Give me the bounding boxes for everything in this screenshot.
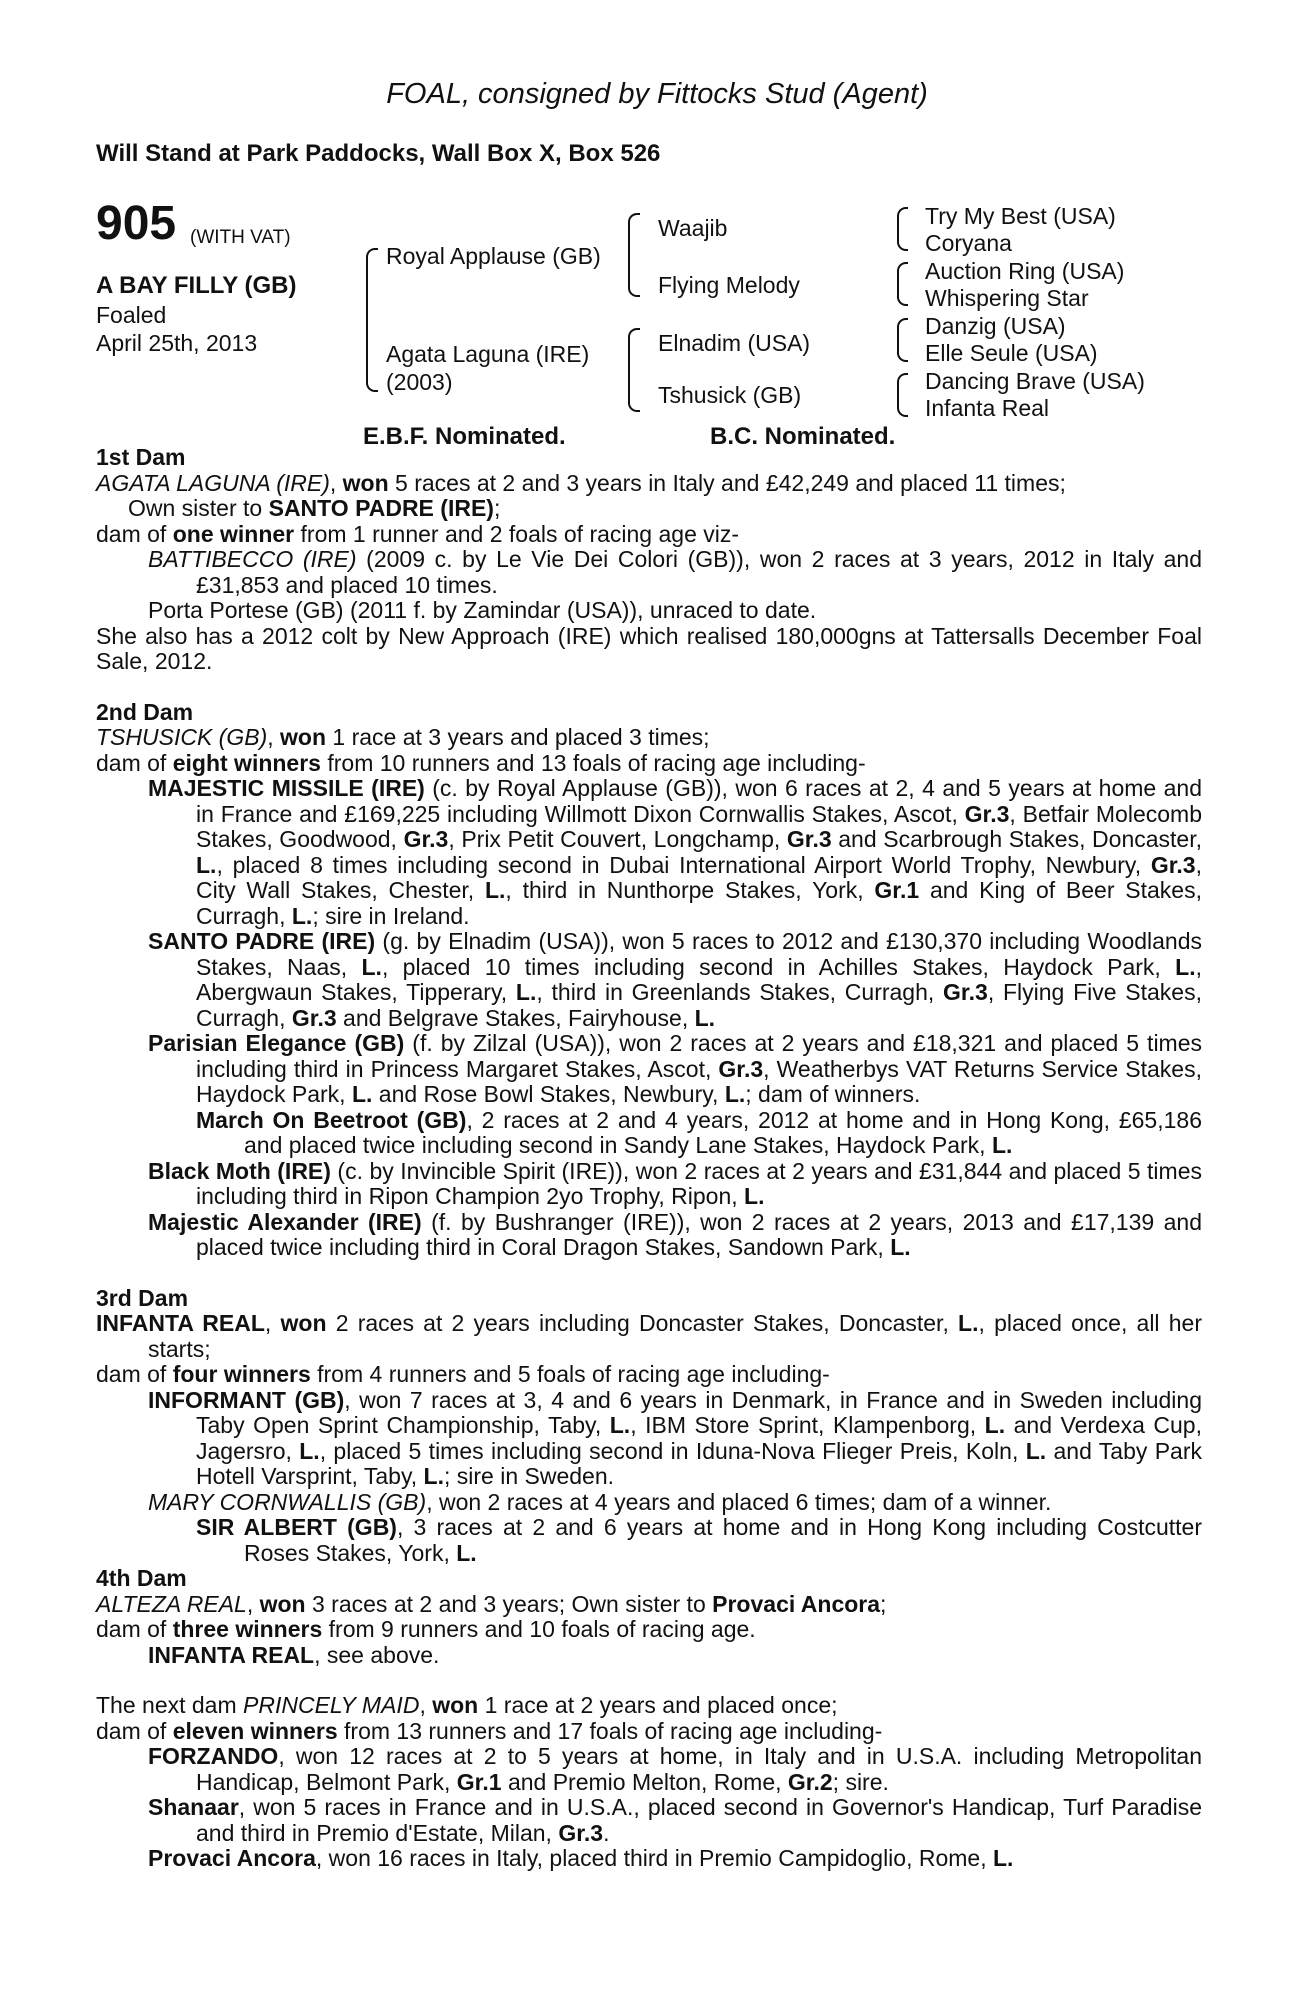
- t: (f. by Zilzal (USA)), won 2 races at 2 years and £18,321 and placed 5 times including third in Princess Margaret Stakes, Ascot,: [196, 1030, 1203, 1082]
- first-dam-note: She also has a 2012 colt by New Approach (IRE) which realised 180,000gns at Tattersalls December Foal Sale, 2012.: [96, 622, 1202, 674]
- t: , placed 8 times including second in Dubai International Airport World Trophy, Newbury,: [216, 851, 1151, 878]
- grade: Gr.3: [403, 826, 449, 852]
- progeny-name: Majestic Alexander (IRE): [148, 1208, 422, 1235]
- t: , 3 races at 2 and 6 years at home and in Hong Kong including Costcutter Roses Stakes, York,: [244, 1514, 1202, 1566]
- t: The next dam: [96, 1692, 244, 1718]
- sep: ,: [264, 1310, 281, 1336]
- t: ;: [880, 1590, 887, 1617]
- sister-name: SANTO PADRE (IRE): [268, 495, 494, 521]
- t: , IBM Store Sprint, Klampenborg,: [630, 1412, 985, 1438]
- stand-location: Will Stand at Park Paddocks, Wall Box X, Box 526: [96, 140, 661, 167]
- sep: ,: [267, 724, 281, 750]
- produce-b: four winners: [172, 1361, 311, 1387]
- foaled-label: Foaled: [96, 302, 167, 328]
- t: , Weatherbys VAT Returns Service Stakes, Haydock Park,: [196, 1055, 1202, 1107]
- progeny-name: Provaci Ancora: [148, 1845, 316, 1871]
- second-dam-line: [96, 725, 1202, 751]
- progeny-name: Black Moth (IRE): [148, 1157, 331, 1184]
- produce-a: dam of: [96, 1361, 173, 1387]
- grade: Gr.1: [874, 877, 920, 903]
- progeny-name: INFANTA REAL: [148, 1641, 315, 1668]
- t: 3 races at 2 and 3 years; Own sister to: [305, 1590, 713, 1617]
- t: , won 7 races at 3, 4 and 6 years in Denmark, in France and in Sweden including Taby Open Sprint Championship, Taby,: [196, 1386, 1203, 1438]
- t: , 2 races at 2 and 4 years, 2012 at home and in Hong Kong, £65,186 and placed twice including second in Sandy Lane Stakes, Haydock Park,: [244, 1106, 1202, 1158]
- lot-number: 905: [96, 197, 177, 250]
- t: (f. by Bushranger (IRE)), won 2 races at 2 years, 2013 and £17,139 and placed twice including third in Coral Dragon Stakes, Sandown Park,: [196, 1208, 1202, 1260]
- pedigree-sire-dam: Flying Melody: [658, 272, 800, 298]
- pedigree-brace-g2: [897, 262, 908, 306]
- grade: L.: [515, 979, 537, 1005]
- t: and Premio Melton, Rome,: [501, 1768, 788, 1795]
- grade: L.: [456, 1539, 477, 1566]
- progeny-black-moth: [148, 1159, 1202, 1210]
- pedigree-sire: Royal Applause (GB): [386, 243, 601, 269]
- produce-c: from 4 runners and 5 foals of racing age including-: [310, 1361, 830, 1387]
- progeny-name: FORZANDO: [148, 1743, 279, 1769]
- t: (c. by Royal Applause (GB)), won 6 races at 2, 4 and 5 years at home and in France and £169,225 including Willmott Dixon Cornwallis Stakes, Ascot,: [196, 775, 1202, 827]
- t: , won 2 races at 4 years and placed 6 times; dam of a winner.: [426, 1488, 1052, 1515]
- fourth-dam-produce: [96, 1617, 1202, 1643]
- progeny-name: INFORMANT (GB): [148, 1386, 345, 1413]
- t: , see above.: [314, 1641, 440, 1668]
- second-dam-name: TSHUSICK (GB): [96, 724, 268, 750]
- grade: L.: [991, 1132, 1013, 1158]
- produce-b: one winner: [172, 520, 295, 547]
- t: and Scarbrough Stakes, Doncaster,: [831, 826, 1203, 852]
- grade: L.: [291, 902, 313, 929]
- third-dam-name: INFANTA REAL: [96, 1310, 265, 1336]
- grade: L.: [299, 1437, 320, 1464]
- progeny-march-on-beetroot: [196, 1108, 1202, 1159]
- pedigree-g7: Dancing Brave (USA): [925, 368, 1145, 394]
- produce-b: eight winners: [172, 749, 321, 776]
- progeny-sir-albert: [196, 1515, 1202, 1566]
- progeny-provaci-ancora: [148, 1846, 1202, 1872]
- produce-a: dam of: [96, 1717, 173, 1744]
- first-dam-record: 5 races at 2 and 3 years in Italy and £42,249 and placed 11 times;: [388, 469, 1066, 496]
- progeny-porta-portese: Porta Portese (GB) (2011 f. by Zamindar (USA)), unraced to date.: [148, 597, 817, 623]
- grade: Gr.2: [787, 1768, 833, 1795]
- grade: L.: [484, 877, 506, 903]
- progeny-record: (2009 c. by Le Vie Dei Colori (GB)), won 2 races at 3 years, 2012 in Italy and £31,853 and placed 10 times.: [196, 546, 1202, 598]
- progeny-forzando: [148, 1744, 1202, 1795]
- grade: L.: [351, 1081, 373, 1107]
- won-label: won: [280, 1310, 327, 1336]
- first-dam-name: AGATA LAGUNA (IRE): [96, 469, 330, 496]
- next-dam-line: [96, 1693, 1202, 1719]
- grade: L.: [694, 1004, 716, 1031]
- sep: ,: [329, 469, 343, 496]
- produce-a: dam of: [96, 1616, 173, 1642]
- grade: Gr.3: [1150, 851, 1196, 878]
- third-dam-line: [96, 1311, 1202, 1362]
- progeny-santo-padre: [148, 929, 1202, 1031]
- sep: ,: [419, 1692, 433, 1718]
- grade: Gr.1: [456, 1768, 502, 1795]
- pedigree-dam-dam: Tshusick (GB): [658, 382, 802, 408]
- grade: L.: [958, 1310, 979, 1336]
- t: , Betfair Molecomb Stakes, Goodwood,: [196, 800, 1202, 852]
- progeny-name: Parisian Elegance (GB): [148, 1030, 405, 1056]
- pedigree-dam-sire: Elnadim (USA): [658, 330, 811, 356]
- grade: L.: [744, 1183, 765, 1209]
- fourth-dam-name: ALTEZA REAL: [96, 1590, 247, 1617]
- grade: L.: [724, 1081, 746, 1107]
- t: and Verdexa Cup, Jagersro,: [196, 1412, 1202, 1464]
- bc-nominated: B.C. Nominated.: [710, 423, 896, 450]
- next-dam-name: PRINCELY MAID: [243, 1692, 420, 1718]
- progeny-infanta-real: [148, 1643, 1202, 1669]
- first-dam-heading: 1st Dam: [96, 444, 186, 470]
- ebf-nominated: E.B.F. Nominated.: [363, 423, 566, 450]
- third-dam-heading: 3rd Dam: [96, 1284, 189, 1311]
- fourth-dam-line: [96, 1592, 1202, 1618]
- second-dam-produce: [96, 751, 1202, 777]
- progeny-majestic-missile: [148, 776, 1202, 929]
- consignor-title: FOAL, consigned by Fittocks Stud (Agent): [386, 78, 928, 110]
- pedigree-g3: Auction Ring (USA): [925, 258, 1125, 284]
- won-label: won: [259, 1590, 306, 1617]
- won-label: won: [432, 1692, 479, 1718]
- pedigree-brace-g1: [897, 207, 908, 251]
- t: ; sire in Sweden.: [444, 1463, 615, 1489]
- t: (g. by Elnadim (USA)), won 5 races to 2012 and £130,370 including Woodlands Stakes, Naas,: [196, 928, 1203, 980]
- grade: L.: [1025, 1437, 1047, 1464]
- t: ; dam of winners.: [745, 1081, 921, 1107]
- grade: Gr.3: [964, 800, 1010, 827]
- t: , won 16 races in Italy, placed third in Premio Campidoglio, Rome,: [315, 1845, 993, 1871]
- grade: Gr.3: [718, 1055, 764, 1082]
- progeny-parisian-elegance: [148, 1031, 1202, 1108]
- progeny-name: BATTIBECCO (IRE): [148, 546, 357, 572]
- pedigree-brace-dam: [628, 328, 640, 412]
- t: , won 12 races at 2 to 5 years at home, in Italy and in U.S.A. including Metropolitan Handicap, Belmont Park,: [196, 1743, 1202, 1795]
- pedigree-body: [96, 445, 1202, 1872]
- t: ; sire.: [832, 1768, 889, 1795]
- grade: L.: [993, 1845, 1014, 1871]
- t: , Abergwaun Stakes, Tipperary,: [196, 953, 1202, 1005]
- pedigree-dam-year: (2003): [386, 369, 453, 395]
- won-label: won: [342, 469, 389, 496]
- progeny-shanaar: [148, 1795, 1202, 1846]
- produce-c: from 9 runners and 10 foals of racing age.: [322, 1616, 756, 1642]
- t: , third in Nunthorpe Stakes, York,: [505, 877, 875, 903]
- progeny-mary-cornwallis: [148, 1490, 1202, 1516]
- t: ; sire in Ireland.: [312, 902, 470, 929]
- second-dam-heading: 2nd Dam: [96, 698, 194, 725]
- next-dam-produce: [96, 1719, 1202, 1745]
- produce-a: dam of: [96, 749, 173, 776]
- progeny-name: MARY CORNWALLIS (GB): [148, 1488, 427, 1515]
- fourth-dam-heading: 4th Dam: [96, 1565, 187, 1591]
- pedigree-dam: Agata Laguna (IRE): [386, 341, 590, 367]
- third-dam-produce: [96, 1362, 1202, 1388]
- progeny-name: MAJESTIC MISSILE (IRE): [148, 775, 425, 801]
- first-dam-produce: [96, 522, 1202, 548]
- grade: L.: [196, 851, 217, 878]
- grade: L.: [361, 953, 382, 980]
- produce-c: from 10 runners and 13 foals of racing age including-: [320, 749, 866, 776]
- progeny-informant: [148, 1388, 1202, 1490]
- t: 2 races at 2 years including Doncaster Stakes, Doncaster,: [326, 1310, 959, 1336]
- grade: L.: [890, 1234, 911, 1260]
- pedigree-brace-sire: [628, 213, 640, 297]
- t: (c. by Invincible Spirit (IRE)), won 2 races at 2 years and £31,844 and placed 5 times including third in Ripon Champion 2yo Trophy, Ripon,: [196, 1157, 1202, 1209]
- sister-name: Provaci Ancora: [712, 1590, 881, 1617]
- t: , Flying Five Stakes, Curragh,: [196, 979, 1202, 1031]
- pedigree-g4: Whispering Star: [925, 285, 1089, 311]
- t: and Rose Bowl Stakes, Newbury,: [372, 1081, 725, 1107]
- t: and King of Beer Stakes, Curragh,: [196, 877, 1202, 929]
- pedigree-sire-sire: Waajib: [658, 215, 728, 241]
- t: , placed once, all her starts;: [148, 1310, 1202, 1362]
- grade: L.: [423, 1463, 444, 1489]
- won-label: won: [280, 724, 327, 750]
- pedigree-brace-g3: [897, 318, 908, 362]
- pedigree-brace-main: [366, 248, 378, 392]
- pedigree-g5: Danzig (USA): [925, 313, 1066, 339]
- t: , third in Greenlands Stakes, Curragh,: [536, 979, 944, 1005]
- grade: Gr.3: [558, 1819, 604, 1846]
- t: 1 race at 2 years and placed once;: [478, 1692, 838, 1718]
- pedigree-brace-g4: [897, 373, 908, 417]
- produce-c: from 13 runners and 17 foals of racing age including-: [337, 1717, 883, 1744]
- grade: L.: [984, 1412, 1006, 1438]
- grade: L.: [609, 1412, 631, 1438]
- t: and Taby Park Hotell Varsprint, Taby,: [196, 1437, 1203, 1489]
- t: .: [603, 1819, 610, 1846]
- foal-date: April 25th, 2013: [96, 330, 258, 356]
- grade: Gr.3: [291, 1004, 337, 1031]
- sister-text: Own sister to: [128, 495, 269, 521]
- vat-note: (WITH VAT): [190, 227, 291, 248]
- produce-b: three winners: [172, 1616, 323, 1642]
- t: , Prix Petit Couvert, Longchamp,: [448, 826, 787, 852]
- lot-name: A BAY FILLY (GB): [96, 272, 297, 299]
- first-dam-line: [96, 471, 1202, 497]
- progeny-battibecco: [148, 547, 1202, 598]
- produce-a: dam of: [96, 520, 173, 547]
- pedigree-g1: Try My Best (USA): [925, 203, 1116, 229]
- progeny-name: Shanaar: [148, 1794, 239, 1820]
- grade: Gr.3: [786, 826, 832, 852]
- progeny-name: SIR ALBERT (GB): [196, 1514, 397, 1540]
- sep: ,: [246, 1590, 260, 1617]
- pedigree-g6: Elle Seule (USA): [925, 340, 1098, 366]
- t: , won 5 races in France and in U.S.A., placed second in Governor's Handicap, Turf Paradise and third in Premio d'Estate, Milan,: [196, 1794, 1202, 1846]
- grade: Gr.3: [943, 979, 988, 1005]
- first-dam-sister: [96, 496, 1202, 522]
- produce-b: eleven winners: [172, 1717, 338, 1744]
- pedigree-g2: Coryana: [925, 230, 1012, 256]
- t: , City Wall Stakes, Chester,: [196, 851, 1202, 903]
- progeny-name: March On Beetroot (GB): [196, 1106, 467, 1133]
- produce-c: from 1 runner and 2 foals of racing age viz-: [294, 520, 740, 547]
- pedigree-g8: Infanta Real: [925, 395, 1050, 421]
- progeny-name: SANTO PADRE (IRE): [148, 928, 376, 954]
- t: , placed 5 times including second in Iduna-Nova Flieger Preis, Koln,: [319, 1437, 1026, 1464]
- sister-end: ;: [493, 495, 501, 521]
- t: , placed 10 times including second in Achilles Stakes, Haydock Park,: [381, 953, 1176, 980]
- grade: L.: [1175, 953, 1196, 980]
- t: and Belgrave Stakes, Fairyhouse,: [336, 1004, 695, 1031]
- second-dam-record: 1 race at 3 years and placed 3 times;: [326, 724, 710, 750]
- progeny-majestic-alexander: [148, 1210, 1202, 1261]
